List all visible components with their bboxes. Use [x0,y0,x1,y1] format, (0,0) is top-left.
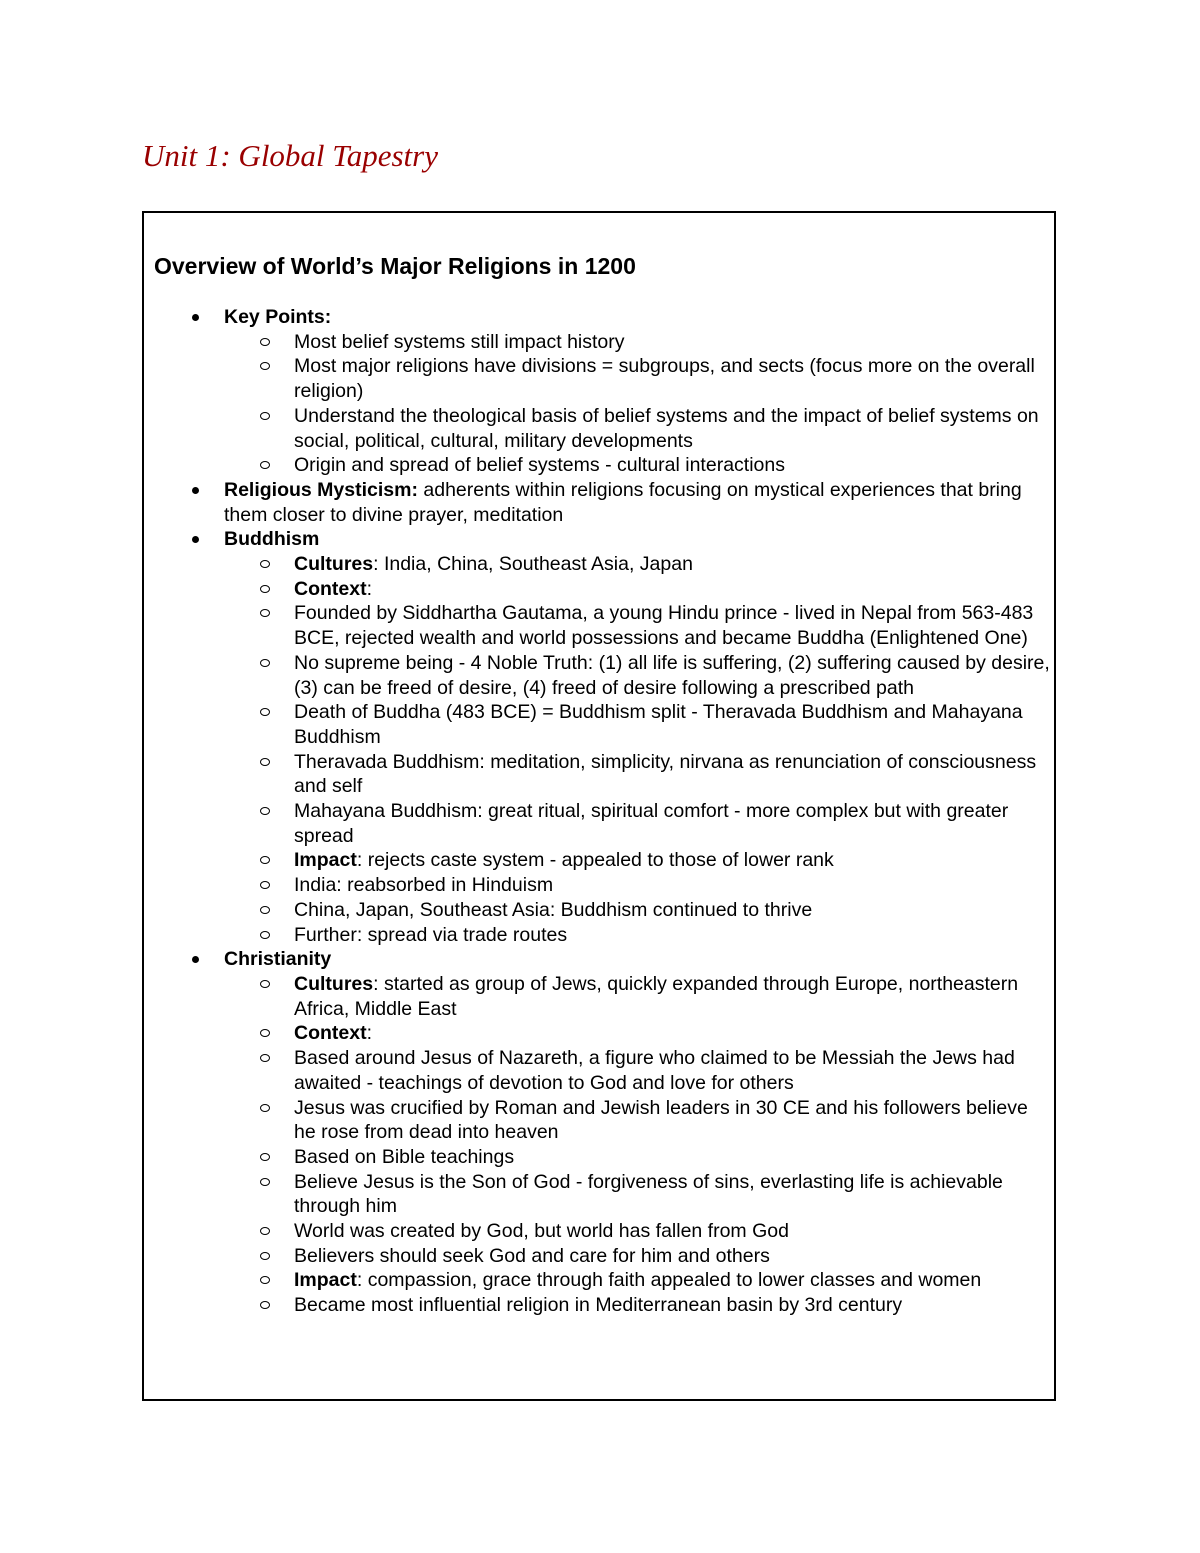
list-item [144,577,1056,602]
item-label: Impact [294,849,357,872]
item-text: World was created by God, but world has fallen from God [294,1220,789,1243]
bullet-religious-mysticism [144,478,1056,527]
list-item [144,601,1056,650]
item-text: No supreme being - 4 Noble Truth: (1) all life is suffering, (2) suffering caused by desire, (3) can be freed of desire, (4) freed of desire following a prescribed path [294,651,1050,699]
list-item [144,898,1056,923]
item-text: Theravada Buddhism: meditation, simplicity, nirvana as renunciation of consciousness and self [294,750,1037,798]
list-item [144,799,1056,848]
list-item [144,1021,1056,1046]
bullet-label: Buddhism [224,528,320,551]
item-text: Origin and spread of belief systems - cultural interactions [294,454,785,477]
list-item [144,354,1056,403]
item-text: China, Japan, Southeast Asia: Buddhism continued to thrive [294,898,813,921]
bullet-buddhism [144,527,1056,947]
list-item [144,848,1056,873]
item-text: : started as group of Jews, quickly expanded through Europe, northeastern Africa, Middle East [294,972,1019,1020]
item-text: Founded by Siddhartha Gautama, a young Hindu prince - lived in Nepal from 563-483 BCE, rejected wealth and world possessions and became Buddha (Enlightened One) [294,602,1034,650]
list-item [144,1145,1056,1170]
list-item [144,552,1056,577]
list-item [144,1268,1056,1293]
list-item [144,700,1056,749]
list-item [144,1219,1056,1244]
sub-list [144,552,1056,947]
item-label: Cultures [294,972,374,995]
list-item [144,1170,1056,1219]
list-item [144,923,1056,948]
bullet-text: adherents within religions focusing on mystical experiences that bring them closer to divine prayer, meditation [224,478,1022,526]
item-label: Context [294,1022,367,1045]
list-item [144,330,1056,355]
item-text: Most belief systems still impact history [294,330,625,353]
sub-list [144,972,1056,1318]
item-text: Death of Buddha (483 BCE) = Buddhism split - Theravada Buddhism and Mahayana Buddhism [294,701,1023,748]
item-text: Based on Bible teachings [294,1145,515,1168]
list-item [144,750,1056,799]
unit-title: Unit 1: Global Tapestry [142,138,438,173]
bullet-key-points [144,305,1056,478]
item-text: Most major religions have divisions = subgroups, and sects (focus more on the overall religion) [294,355,1035,403]
item-text: : compassion, grace through faith appealed to lower classes and women [356,1269,982,1292]
bullet-christianity [144,947,1056,1318]
item-label: Cultures [294,553,374,576]
item-text: Believers should seek God and care for him and others [294,1244,770,1267]
item-label: Impact [294,1269,357,1292]
item-text: Further: spread via trade routes [294,923,568,946]
item-text: Jesus was crucified by Roman and Jewish leaders in 30 CE and his followers believe he rose from dead into heaven [294,1096,1028,1144]
list-item [144,404,1056,453]
list-item [144,1293,1056,1318]
list-item [144,873,1056,898]
list-item [144,651,1056,700]
content-box [142,211,1056,1401]
list-item [144,1046,1056,1095]
item-text: Mahayana Buddhism: great ritual, spiritual comfort - more complex but with greater spread [294,800,1009,847]
item-text: Based around Jesus of Nazareth, a figure who claimed to be Messiah the Jews had awaited - teachings of devotion to God and love for others [294,1047,1015,1094]
item-text: : rejects caste system - appealed to those of lower rank [356,849,834,872]
item-text: : [366,577,373,600]
list-item [144,1244,1056,1269]
item-text: : India, China, Southeast Asia, Japan [373,553,693,576]
item-text: India: reabsorbed in Hinduism [294,874,554,897]
item-text: Believe Jesus is the Son of God - forgiveness of sins, everlasting life is achievable through him [294,1170,1003,1218]
item-label: Context [294,577,367,600]
sub-list [144,330,1056,478]
bullet-label: Religious Mysticism: [224,478,418,501]
item-text: Became most influential religion in Mediterranean basin by 3rd century [294,1294,903,1317]
section-heading: Overview of World’s Major Religions in 1200 [154,253,636,279]
list-item [144,453,1056,478]
list-item [144,972,1056,1021]
bullet-label: Key Points: [224,306,332,328]
bullet-label: Christianity [224,948,332,971]
outline-list [144,305,1056,1318]
item-text: Understand the theological basis of belief systems and the impact of belief systems on social, political, cultural, military developments [294,404,1039,452]
item-text: : [366,1022,373,1045]
list-item [144,1096,1056,1145]
